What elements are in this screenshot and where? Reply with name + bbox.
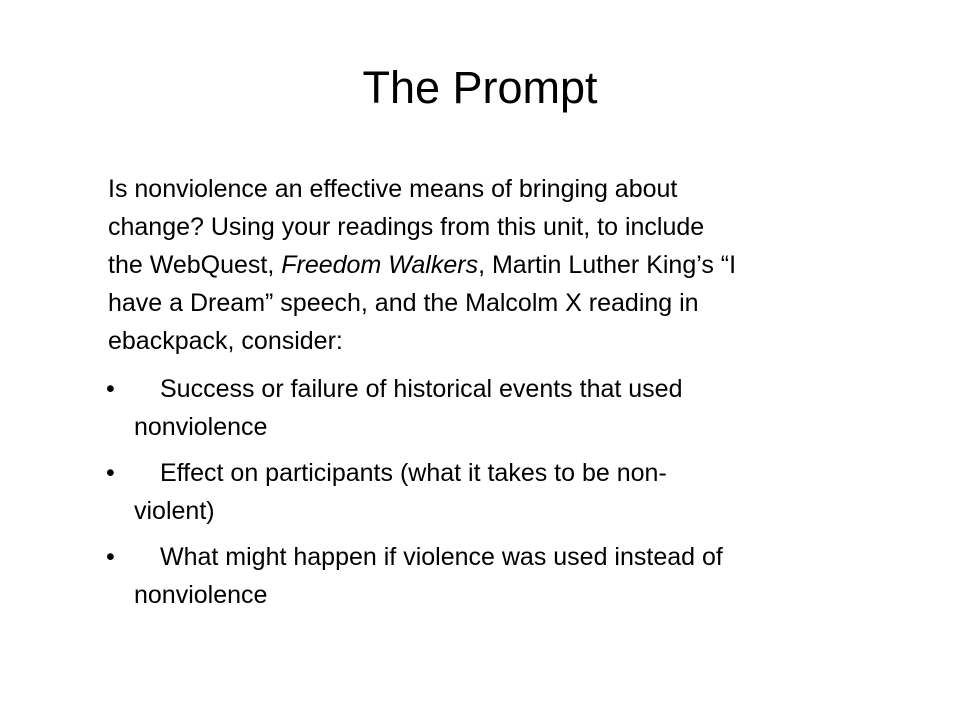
intro-line: change? Using your readings from this unit, to include xyxy=(108,213,705,241)
bullet-line: Effect on participants (what it takes to be non- xyxy=(160,459,667,487)
bullet-item xyxy=(108,370,908,446)
intro-text: the WebQuest, xyxy=(108,251,282,279)
intro-paragraph xyxy=(108,170,908,360)
slide-body xyxy=(108,170,908,622)
intro-line: have a Dream” speech, and the Malcolm X reading in xyxy=(108,289,699,317)
slide-title: The Prompt xyxy=(362,62,598,113)
intro-line: Is nonviolence an effective means of bringing about xyxy=(108,175,678,203)
bullet-text xyxy=(134,454,908,530)
bullet-list xyxy=(108,370,908,614)
bullet-line: nonviolence xyxy=(134,581,268,609)
bullet-icon: • xyxy=(106,375,115,403)
bullet-icon: • xyxy=(106,543,115,571)
bullet-item xyxy=(108,538,908,614)
bullet-text xyxy=(134,370,908,446)
intro-text: , Martin Luther King’s “I xyxy=(478,251,737,279)
bullet-line: What might happen if violence was used instead of xyxy=(160,543,723,571)
bullet-text xyxy=(134,538,908,614)
bullet-line: violent) xyxy=(134,497,215,525)
bullet-item xyxy=(108,454,908,530)
bullet-icon: • xyxy=(106,459,115,487)
intro-line xyxy=(108,246,908,284)
intro-line: ebackpack, consider: xyxy=(108,327,343,355)
book-title: Freedom Walkers xyxy=(281,251,479,279)
bullet-line: Success or failure of historical events that used xyxy=(160,375,683,403)
bullet-line: nonviolence xyxy=(134,413,268,441)
